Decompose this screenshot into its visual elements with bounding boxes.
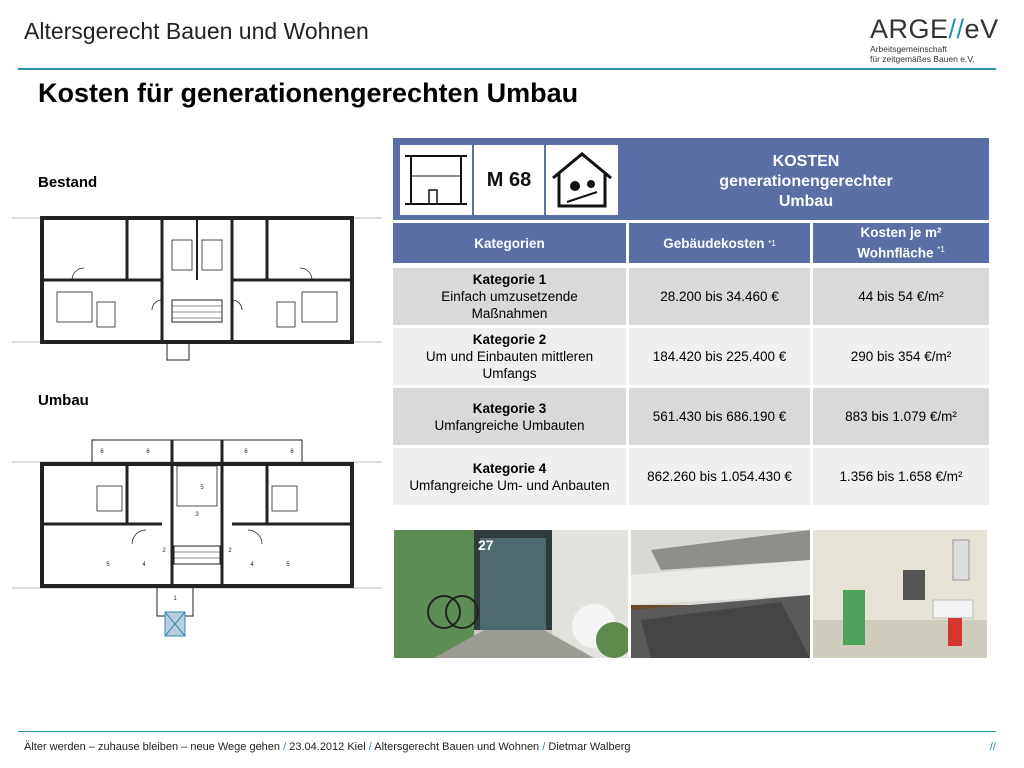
table-row-3-cost (629, 388, 810, 445)
floor-plan-bestand (12, 210, 382, 370)
table-row-4-category (393, 448, 626, 505)
page-title: Kosten für generationengerechten Umbau (38, 78, 579, 108)
logo-line2: für zeitgemäßes Bauen e.V. (870, 54, 975, 64)
footer-date-location: 23.04.2012 Kiel (289, 741, 366, 753)
table-row-4-cost (629, 448, 810, 505)
column-header-kategorien-label: Kategorien (474, 235, 545, 251)
table-row-3-per-m2 (813, 388, 989, 445)
room-number: 6 (244, 449, 248, 455)
category-name: Kategorie 1 (472, 272, 547, 287)
footnote-marker: *1 (937, 245, 945, 255)
cost-title-line3: Umbau (778, 193, 834, 210)
footer-separator: / (368, 741, 372, 753)
footer-author: Dietmar Walberg (548, 741, 631, 753)
building-cost-value: 862.260 bis 1.054.430 € (647, 469, 792, 484)
house-number: 27 (478, 537, 494, 553)
building-cost-value: 561.430 bis 686.190 € (652, 409, 787, 424)
category-desc: Maßnahmen (471, 306, 548, 321)
table-row-1-cost (629, 268, 810, 325)
cost-table-title (623, 152, 989, 212)
category-desc: Umfangs (482, 366, 537, 381)
table-row-1-per-m2 (813, 268, 989, 325)
room-number: 6 (100, 449, 104, 455)
cost-per-m2-value: 290 bis 354 €/m² (850, 349, 952, 364)
footnote-marker: *1 (768, 238, 776, 248)
floor-plan-umbau (12, 436, 382, 640)
room-number: 4 (142, 562, 146, 568)
category-desc: Umfangreiche Umbauten (434, 417, 585, 433)
barrier-free-house-icon (546, 145, 618, 215)
column-header-kosten-je-m2 (813, 223, 989, 263)
column-header-kategorien (393, 223, 626, 263)
footer-text (24, 741, 631, 753)
arge-logo (870, 14, 998, 64)
room-number: 3 (195, 512, 199, 518)
column-header-gebaeudekosten (629, 223, 810, 263)
category-desc: Umfangreiche Um- und Anbauten (409, 477, 610, 493)
room-number: 6 (146, 449, 150, 455)
table-row-3-category (393, 388, 626, 445)
column-header-kosten-line1: Kosten je m² (860, 225, 942, 241)
footer-separator: / (283, 741, 287, 753)
room-number: 5 (200, 485, 204, 491)
building-cost-value: 28.200 bis 34.460 € (660, 289, 779, 304)
photo-entrance (394, 530, 628, 658)
footer-divider (18, 731, 996, 732)
header-title: Altersgerecht Bauen und Wohnen (24, 18, 369, 44)
model-badge: M 68 (474, 145, 544, 215)
room-number: 2 (162, 548, 166, 554)
room-number: 1 (173, 596, 177, 602)
photo-threshold (631, 530, 810, 658)
category-desc: Einfach umzusetzende (441, 289, 578, 304)
table-row-4-per-m2 (813, 448, 989, 505)
table-row-2-category (393, 328, 626, 385)
room-number: 5 (286, 562, 290, 568)
photo-bathroom (813, 530, 987, 658)
footer-topic: Altersgerecht Bauen und Wohnen (374, 741, 540, 753)
category-name: Kategorie 2 (472, 332, 547, 347)
cost-per-m2-value: 1.356 bis 1.658 €/m² (839, 469, 963, 484)
footer-event: Älter werden – zuhause bleiben – neue Wege gehen (24, 741, 281, 753)
table-row-2-per-m2 (813, 328, 989, 385)
cost-per-m2-value: 883 bis 1.079 €/m² (845, 409, 957, 424)
cost-title-line1: KOSTEN (772, 153, 840, 170)
logo-mark-slashes: // (948, 14, 965, 44)
category-desc: Um und Einbauten mittleren (425, 349, 594, 364)
column-header-gebaeudekosten-label: Gebäudekosten (663, 235, 765, 251)
room-number: 2 (228, 548, 232, 554)
cost-title-line2: generationengerechter (719, 173, 893, 190)
category-name: Kategorie 4 (472, 460, 547, 476)
category-name: Kategorie 3 (472, 400, 547, 416)
logo-line1: Arbeitsgemeinschaft (870, 44, 948, 54)
table-row-2-cost (629, 328, 810, 385)
house-section-icon (400, 145, 472, 215)
logo-mark-end: eV (964, 14, 999, 44)
footer-separator: / (542, 741, 546, 753)
label-umbau: Umbau (38, 392, 89, 409)
column-header-kosten-line2: Wohnfläche (857, 245, 934, 261)
logo-mark-main: ARGE (870, 14, 949, 44)
cost-per-m2-value: 44 bis 54 €/m² (858, 289, 944, 304)
label-bestand: Bestand (38, 174, 98, 191)
room-number: 4 (250, 562, 254, 568)
header-divider (18, 68, 996, 70)
footer-page-mark: // (989, 741, 996, 753)
room-number: 6 (290, 449, 294, 455)
building-cost-value: 184.420 bis 225.400 € (652, 349, 787, 364)
cost-table-header (393, 138, 989, 220)
table-row-1-category (393, 268, 626, 325)
room-number: 5 (106, 562, 110, 568)
